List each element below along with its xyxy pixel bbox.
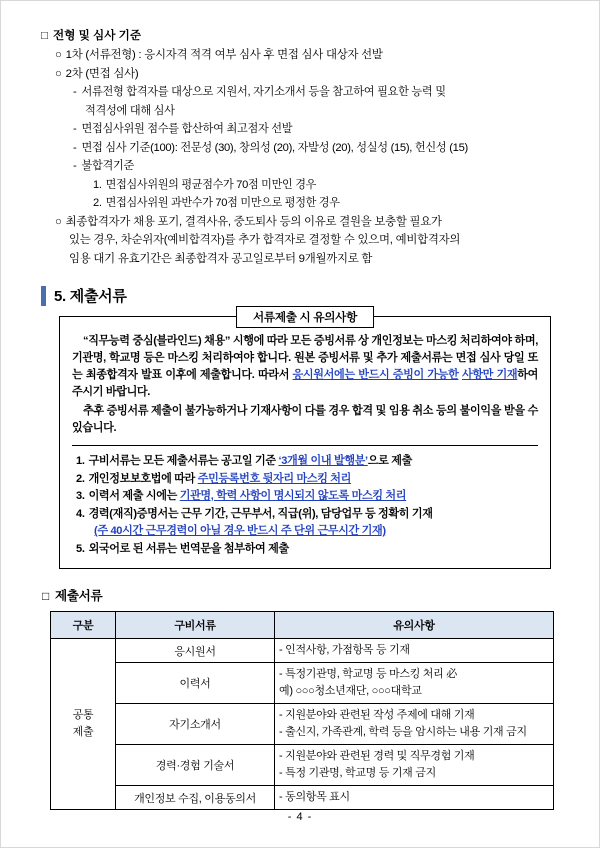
table-header-row xyxy=(51,612,554,639)
document-name: 경력·경험 기술서 xyxy=(116,745,275,786)
list-number: 4. xyxy=(76,507,85,520)
list-number: 1. xyxy=(93,178,102,191)
criteria-heading: □ 전형 및 심사 기준 xyxy=(41,29,142,42)
table-row xyxy=(51,786,554,810)
documents-heading: □ 제출서류 xyxy=(42,589,103,603)
document-name: 자기소개서 xyxy=(116,704,275,745)
section-accent-bar xyxy=(41,286,46,306)
documents-table xyxy=(50,611,554,810)
document-notes: - 지원분야와 관련된 경력 및 직무경험 기재 - 특정 기관명, 학교명 등 기재 금지 xyxy=(275,745,554,786)
criteria-dash-3: - 면접 심사 기준(100): 전문성 (30), 창의성 (20), 자발성 (20), 성실성 (15), 헌신성 (15) xyxy=(73,141,468,154)
notice-paragraph-1: “직무능력 중심(블라인드) 채용” 시행에 따라 모든 증빙서류 상 개인정보는 마스킹 처리하여야 하며, 기관명, 학교명 등은 마스킹 처리하여야 합니다. 원본 증빙서류 및 추가 제출서류는 면접 심사 당일 또는 최종합격자 발표 이후에 제출합니다. 따라서 응시원서에는 반드시 증빙이 가능한 사항만 기재하여 주시기 바랍니다. xyxy=(72,335,538,398)
notice-emphasis: ‘3개월 이내 발행분’ xyxy=(278,455,368,467)
notice-box-title: 서류제출 시 유의사항 xyxy=(236,306,374,328)
document-notes: - 지원분야와 관련된 작성 주제에 대해 기재 - 출신지, 가족관계, 학력 등을 암시하는 내용 기재 금지 xyxy=(275,704,554,745)
section-5-title: 5. 제출서류 xyxy=(54,288,127,305)
table-body xyxy=(51,639,554,810)
circle-bullet-icon: ○ xyxy=(55,49,62,61)
criteria-final-line2: 있는 경우, 차순위자(예비합격자)를 추가 합격자로 결정할 수 있으며, 예비합격자의 xyxy=(69,234,461,246)
circle-bullet-icon: ○ xyxy=(55,215,62,228)
notice-divider xyxy=(72,445,538,446)
document-name: 개인정보 수집, 이용동의서 xyxy=(116,786,275,810)
list-number: 3. xyxy=(76,490,85,502)
criteria-item-1: ○ 1차 (서류전형) : 응시자격 적격 여부 심사 후 면접 심사 대상자 선발 xyxy=(55,49,383,61)
notice-box-wrapper xyxy=(59,311,551,569)
notice-list-item-4-sub: (주 40시간 근무경력이 아닐 경우 반드시 주 단위 근무시간 기재) xyxy=(94,525,386,537)
table-row xyxy=(51,663,554,704)
criteria-dash-2: - 면접심사위원 점수를 합산하여 최고점자 선발 xyxy=(73,123,293,135)
notice-list-item-2: 2. 개인정보보호법에 따라 주민등록번호 뒷자리 마스킹 처리 xyxy=(76,472,352,485)
criteria-dash-4: - 불합격기준 xyxy=(73,160,134,172)
document-content xyxy=(41,27,561,810)
document-notes: - 인적사항, 가점항목 등 기재 xyxy=(275,639,554,663)
criteria-item-2: ○ 2차 (면접 심사) xyxy=(55,67,139,80)
criteria-dash-1-cont: 적격성에 대해 심사 xyxy=(85,104,175,117)
list-number: 2. xyxy=(93,197,102,209)
section-5-heading xyxy=(41,285,561,306)
document-name: 응시원서 xyxy=(116,639,275,663)
document-notes: - 특정기관명, 학교명 등 마스킹 처리 必 예) ○○○청소년재단, ○○○대학교 xyxy=(275,663,554,704)
list-number: 2. xyxy=(76,472,85,485)
dash-bullet-icon: - xyxy=(73,86,77,98)
table-row xyxy=(51,745,554,786)
document-notes: - 동의항목 표시 xyxy=(275,786,554,810)
notice-highlight-1: 응시원서에는 반드시 증빙이 가능한 xyxy=(292,369,459,381)
criteria-final-item: ○ 최종합격자가 채용 포기, 결격사유, 중도퇴사 등의 이유로 결원을 보충할 필요가 xyxy=(55,215,442,228)
notice-list-item-4: 4. 경력(재직)증명서는 근무 기간, 근무부서, 직급(위), 담당업무 등 정확히 기재 xyxy=(76,507,433,520)
table-header xyxy=(51,612,554,639)
criteria-numbered-2: 2. 면접심사위원 과반수가 70점 미만으로 평정한 경우 xyxy=(93,197,340,209)
dash-bullet-icon: - xyxy=(73,141,77,154)
column-header-category: 구분 xyxy=(51,612,116,639)
notice-emphasis: 주민등록번호 뒷자리 마스킹 처리 xyxy=(197,472,352,485)
criteria-numbered-1: 1. 면접심사위원의 평균점수가 70점 미만인 경우 xyxy=(93,178,317,191)
document-name: 이력서 xyxy=(116,663,275,704)
notice-list-item-5: 5. 외국어로 된 서류는 번역문을 첨부하여 제출 xyxy=(76,542,289,555)
square-bullet-icon: □ xyxy=(41,29,49,42)
notice-box xyxy=(59,316,551,569)
table-row xyxy=(51,704,554,745)
list-number: 5. xyxy=(76,542,85,555)
criteria-dash-1: - 서류전형 합격자를 대상으로 지원서, 자기소개서 등을 참고하여 필요한 능력 및 xyxy=(73,86,446,98)
notice-list-item-3: 3. 이력서 제출 시에는 기관명, 학력 사항이 명시되지 않도록 마스킹 처리 xyxy=(76,490,407,502)
circle-bullet-icon: ○ xyxy=(55,67,62,80)
row-group-label: 공통 제출 xyxy=(51,639,116,810)
list-number: 1. xyxy=(76,455,85,467)
dash-bullet-icon: - xyxy=(73,160,77,172)
column-header-notes: 유의사항 xyxy=(275,612,554,639)
table-row xyxy=(51,639,554,663)
dash-bullet-icon: - xyxy=(73,123,77,135)
notice-paragraph-2: 추후 증빙서류 제출이 불가능하거나 기재사항이 다를 경우 합격 및 임용 취소 등의 불이익을 받을 수 있습니다. xyxy=(72,405,538,434)
square-bullet-icon: □ xyxy=(42,589,49,603)
notice-emphasis: 기관명, 학력 사항이 명시되지 않도록 마스킹 처리 xyxy=(179,490,407,502)
notice-highlight-2: 사항만 기재 xyxy=(461,369,518,381)
criteria-final-line3: 임용 대기 유효기간은 최종합격자 공고일로부터 9개월까지로 함 xyxy=(69,252,373,265)
column-header-document: 구비서류 xyxy=(116,612,275,639)
page-number: - 4 - xyxy=(287,811,313,823)
notice-list-item-1: 1. 구비서류는 모든 제출서류는 공고일 기준 ‘3개월 이내 발행분’으로 제출 xyxy=(76,455,412,467)
